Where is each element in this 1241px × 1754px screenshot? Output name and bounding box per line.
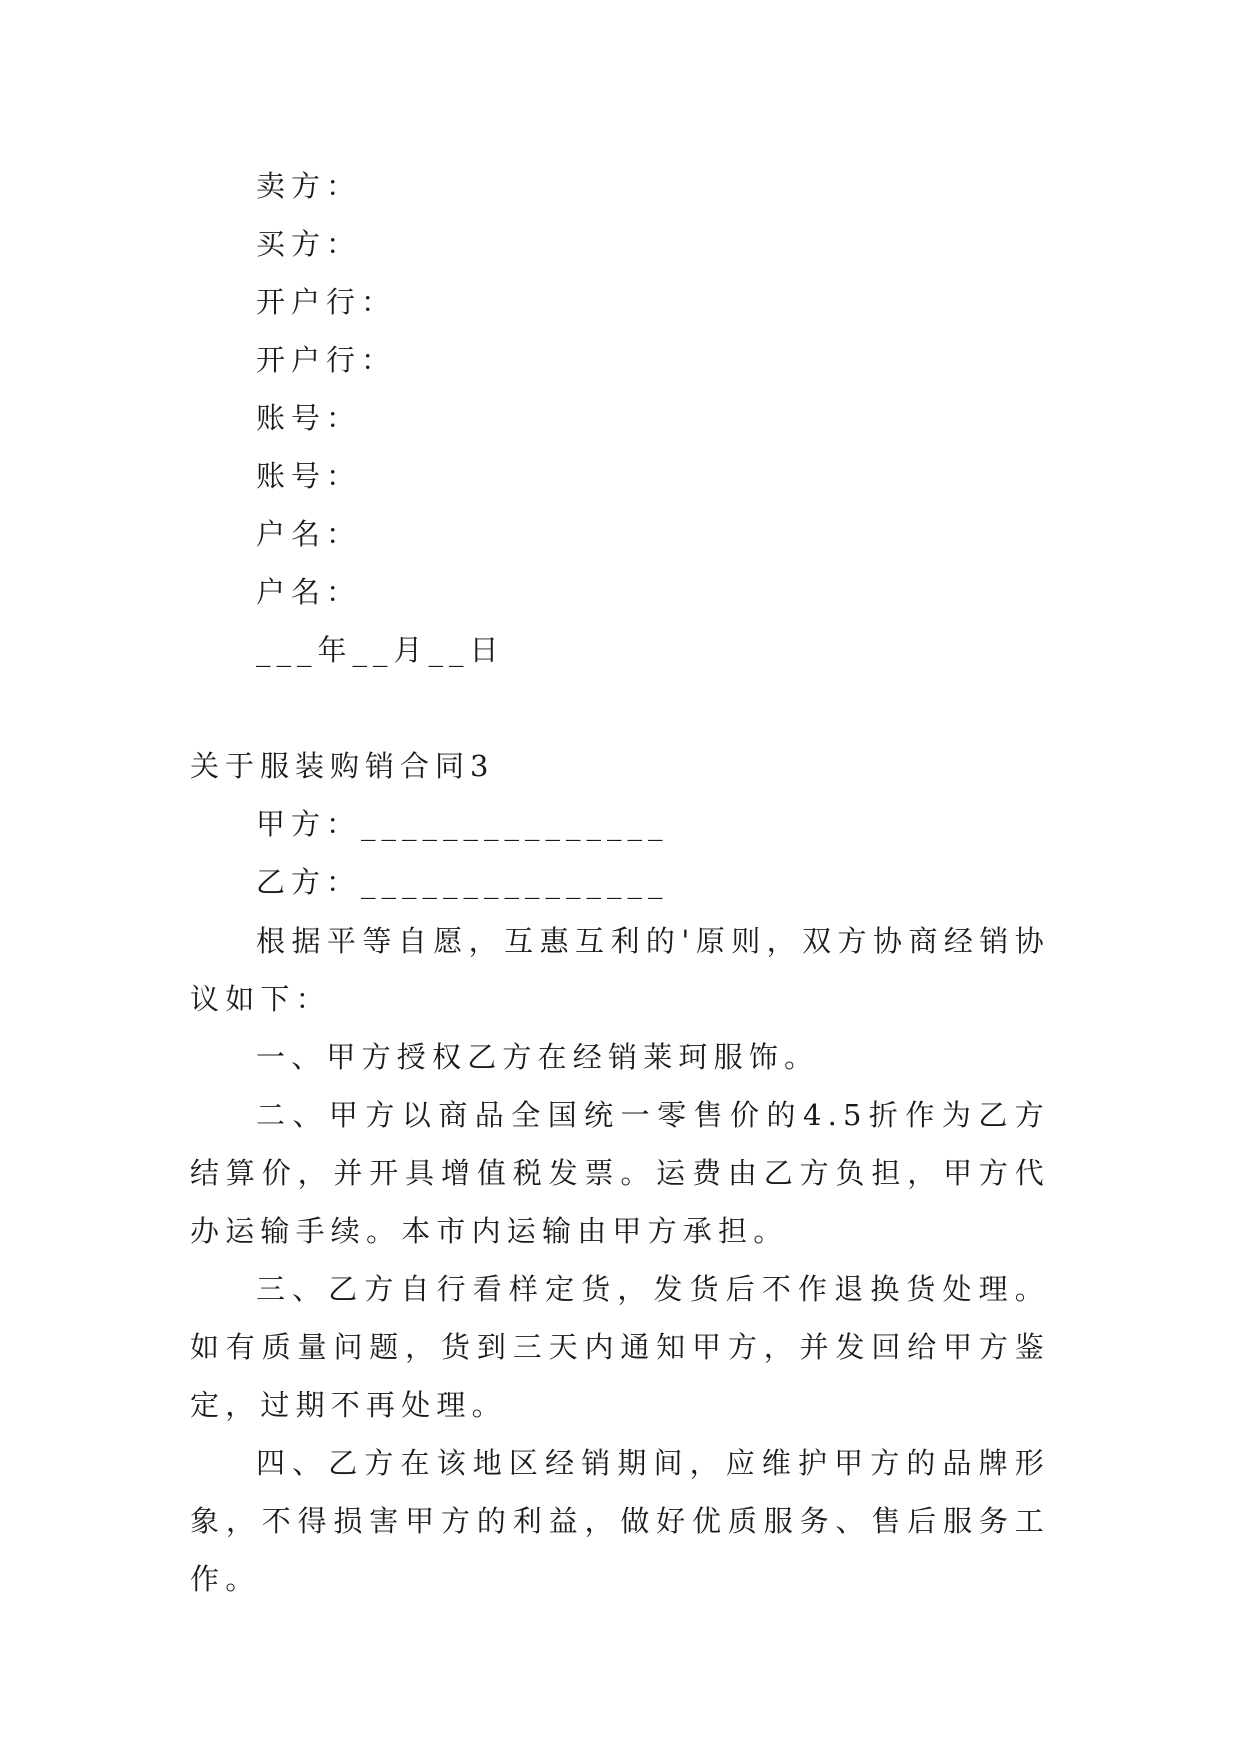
buyer-account-field: 账号： <box>256 459 362 493</box>
section-title: 关于服装购销合同3 <box>190 749 495 783</box>
clause-1: 一、甲方授权乙方在经销莱珂服饰。 <box>256 1040 820 1074</box>
seller-bank-field: 开户行： <box>256 285 397 319</box>
clause-3: 三、乙方自行看样定货，发货后不作退换货处理。如有质量问题，货到三天内通知甲方，并发回给甲方鉴定，过期不再处理。 <box>190 1272 1050 1422</box>
clause-2: 二、甲方以商品全国统一零售价的4.5折作为乙方结算价，并开具增值税发票。运费由乙方负担，甲方代办运输手续。本市内运输由甲方承担。 <box>190 1098 1050 1248</box>
buyer-account-name-field: 户名： <box>256 575 362 609</box>
buyer-field: 买方： <box>256 227 362 261</box>
seller-account-field: 账号： <box>256 401 362 435</box>
seller-field: 卖方： <box>256 169 362 203</box>
party-b-field: 乙方：_______________ <box>256 865 669 899</box>
date-line: ___年__月__日 <box>256 633 505 667</box>
intro-paragraph: 根据平等自愿，互惠互利的'原则，双方协商经销协议如下： <box>190 924 1050 1016</box>
buyer-bank-field: 开户行： <box>256 343 397 377</box>
party-a-field: 甲方：_______________ <box>256 807 669 841</box>
seller-account-name-field: 户名： <box>256 517 362 551</box>
clause-4: 四、乙方在该地区经销期间，应维护甲方的品牌形象，不得损害甲方的利益，做好优质服务、售后服务工作。 <box>190 1446 1050 1596</box>
